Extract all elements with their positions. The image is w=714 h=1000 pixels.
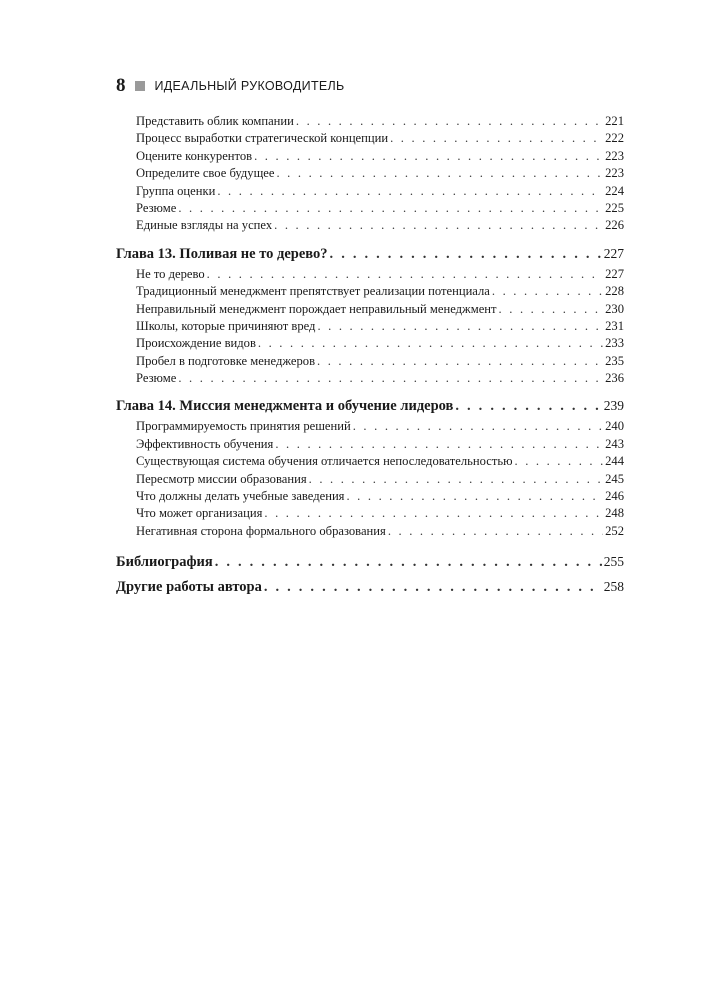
toc-entry[interactable]	[116, 218, 624, 235]
toc-entry-page: 233	[605, 336, 624, 351]
toc-entry[interactable]	[116, 184, 624, 201]
toc-entry[interactable]	[116, 454, 624, 471]
toc-entry-label: Происхождение видов	[136, 336, 256, 351]
toc-entry[interactable]	[116, 201, 624, 218]
book-title: ИДЕАЛЬНЫЙ РУКОВОДИТЕЛЬ	[154, 79, 345, 93]
toc-entry-label: Пересмотр миссии образования	[136, 471, 307, 486]
leader-dots	[178, 371, 603, 386]
leader-dots	[275, 437, 603, 452]
toc-bibliography[interactable]	[116, 554, 624, 575]
toc-entry-page: 246	[605, 489, 624, 504]
toc-entry[interactable]	[116, 524, 624, 541]
chapter-page: 258	[603, 579, 624, 595]
leader-dots	[309, 472, 603, 487]
leader-dots	[264, 579, 602, 596]
toc-entry-label: Группа оценки	[136, 183, 216, 198]
toc-entry-page: 227	[605, 266, 624, 281]
toc-entry-label: Негативная сторона формального образования	[136, 523, 386, 538]
leader-dots	[390, 131, 603, 146]
toc-entry[interactable]	[116, 437, 624, 454]
toc-entry[interactable]	[116, 489, 624, 506]
leader-dots	[317, 319, 603, 334]
toc-entry[interactable]	[116, 267, 624, 284]
toc-entry[interactable]	[116, 354, 624, 371]
leader-dots	[499, 302, 604, 317]
toc-entry-label: Резюме	[136, 200, 177, 215]
toc-chapter-13[interactable]	[116, 246, 624, 267]
toc-entry-page: 223	[605, 166, 624, 181]
toc-entry-page: 245	[605, 471, 624, 486]
leader-dots	[178, 201, 603, 216]
running-header	[116, 75, 345, 97]
toc-entry-label: Традиционный менеджмент препятствует реализации потенциала	[136, 284, 490, 299]
toc-entry-page: 221	[605, 114, 624, 128]
toc-entry-page: 226	[605, 218, 624, 233]
toc-entry[interactable]	[116, 419, 624, 436]
toc-chapter-14[interactable]	[116, 398, 624, 419]
leader-dots	[258, 336, 603, 351]
leader-dots	[455, 398, 601, 415]
toc-entry-page: 222	[605, 131, 624, 146]
leader-dots	[215, 554, 602, 571]
square-bullet-icon	[135, 81, 145, 91]
toc-entry[interactable]	[116, 131, 624, 148]
toc-entry[interactable]	[116, 319, 624, 336]
toc-entry[interactable]	[116, 472, 624, 489]
toc-entry-label: Процесс выработки стратегической концепции	[136, 131, 389, 146]
toc-entry[interactable]	[116, 506, 624, 523]
toc-entry-page: 231	[605, 318, 624, 333]
chapter-page: 227	[603, 245, 624, 261]
toc-entry-label: Резюме	[136, 371, 177, 386]
toc-entry-label: Эффективность обучения	[136, 436, 274, 451]
toc-entry-label: Представить облик компании	[136, 114, 294, 128]
toc-entry[interactable]	[116, 371, 624, 388]
chapter-page: 255	[603, 554, 624, 570]
toc-entry-label: Определите свое будущее	[136, 166, 275, 181]
toc-entry-label: Что должны делать учебные заведения	[136, 489, 345, 504]
toc-entry[interactable]	[116, 166, 624, 183]
leader-dots	[274, 218, 603, 233]
leader-dots	[388, 524, 603, 539]
toc-entry-page: 235	[605, 353, 624, 368]
toc-entry-page: 240	[605, 419, 624, 434]
leader-dots	[207, 267, 603, 282]
toc-entry-label: Что может организация	[136, 506, 263, 521]
toc-entry-page: 236	[605, 371, 624, 386]
toc-entry-page: 223	[605, 148, 624, 163]
toc-entry-label: Единые взгляды на успех	[136, 218, 273, 233]
toc-entry[interactable]	[116, 284, 624, 301]
leader-dots	[346, 489, 603, 504]
toc-entry[interactable]	[116, 302, 624, 319]
leader-dots	[492, 284, 603, 299]
toc-entry-label: Программируемость принятия решений	[136, 419, 351, 434]
toc-entry-page: 224	[605, 183, 624, 198]
leader-dots	[264, 506, 603, 521]
toc-entry[interactable]	[116, 149, 624, 166]
toc-entry-label: Школы, которые причиняют вред	[136, 318, 316, 333]
leader-dots	[254, 149, 603, 164]
toc-entry-page: 228	[605, 284, 624, 299]
chapter-title: Библиография	[116, 554, 213, 571]
toc-entry-label: Пробел в подготовке менеджеров	[136, 353, 316, 368]
toc-entry-page: 244	[605, 454, 624, 469]
chapter-page: 239	[603, 398, 624, 414]
toc-entry-label: Существующая система обучения отличается непоследовательностью	[136, 454, 513, 469]
toc-entry-page: 248	[605, 506, 624, 521]
leader-dots	[276, 166, 603, 181]
toc-entry-label: Оцените конкурентов	[136, 148, 253, 163]
toc-entry-page: 225	[605, 200, 624, 215]
toc-entry-page: 243	[605, 436, 624, 451]
toc-entry-page: 230	[605, 301, 624, 316]
toc-other-works[interactable]	[116, 579, 624, 600]
chapter-title: Другие работы автора	[116, 579, 262, 596]
table-of-contents	[116, 114, 624, 600]
leader-dots	[330, 246, 602, 263]
toc-entry[interactable]	[116, 336, 624, 353]
chapter-title: Глава 13. Поливая не то дерево?	[116, 245, 328, 262]
leader-dots	[515, 454, 604, 469]
toc-entry-page: 252	[605, 523, 624, 538]
toc-entry-label: Не то дерево	[136, 266, 205, 281]
chapter-title: Глава 14. Миссия менеджмента и обучение лидеров	[116, 398, 454, 415]
leader-dots	[317, 354, 603, 369]
leader-dots	[217, 184, 603, 199]
page-number: 8	[116, 75, 126, 96]
toc-entry[interactable]	[116, 114, 624, 131]
leader-dots	[353, 419, 603, 434]
toc-entry-label: Неправильный менеджмент порождает неправильный менеджмент	[136, 301, 497, 316]
leader-dots	[296, 114, 603, 129]
